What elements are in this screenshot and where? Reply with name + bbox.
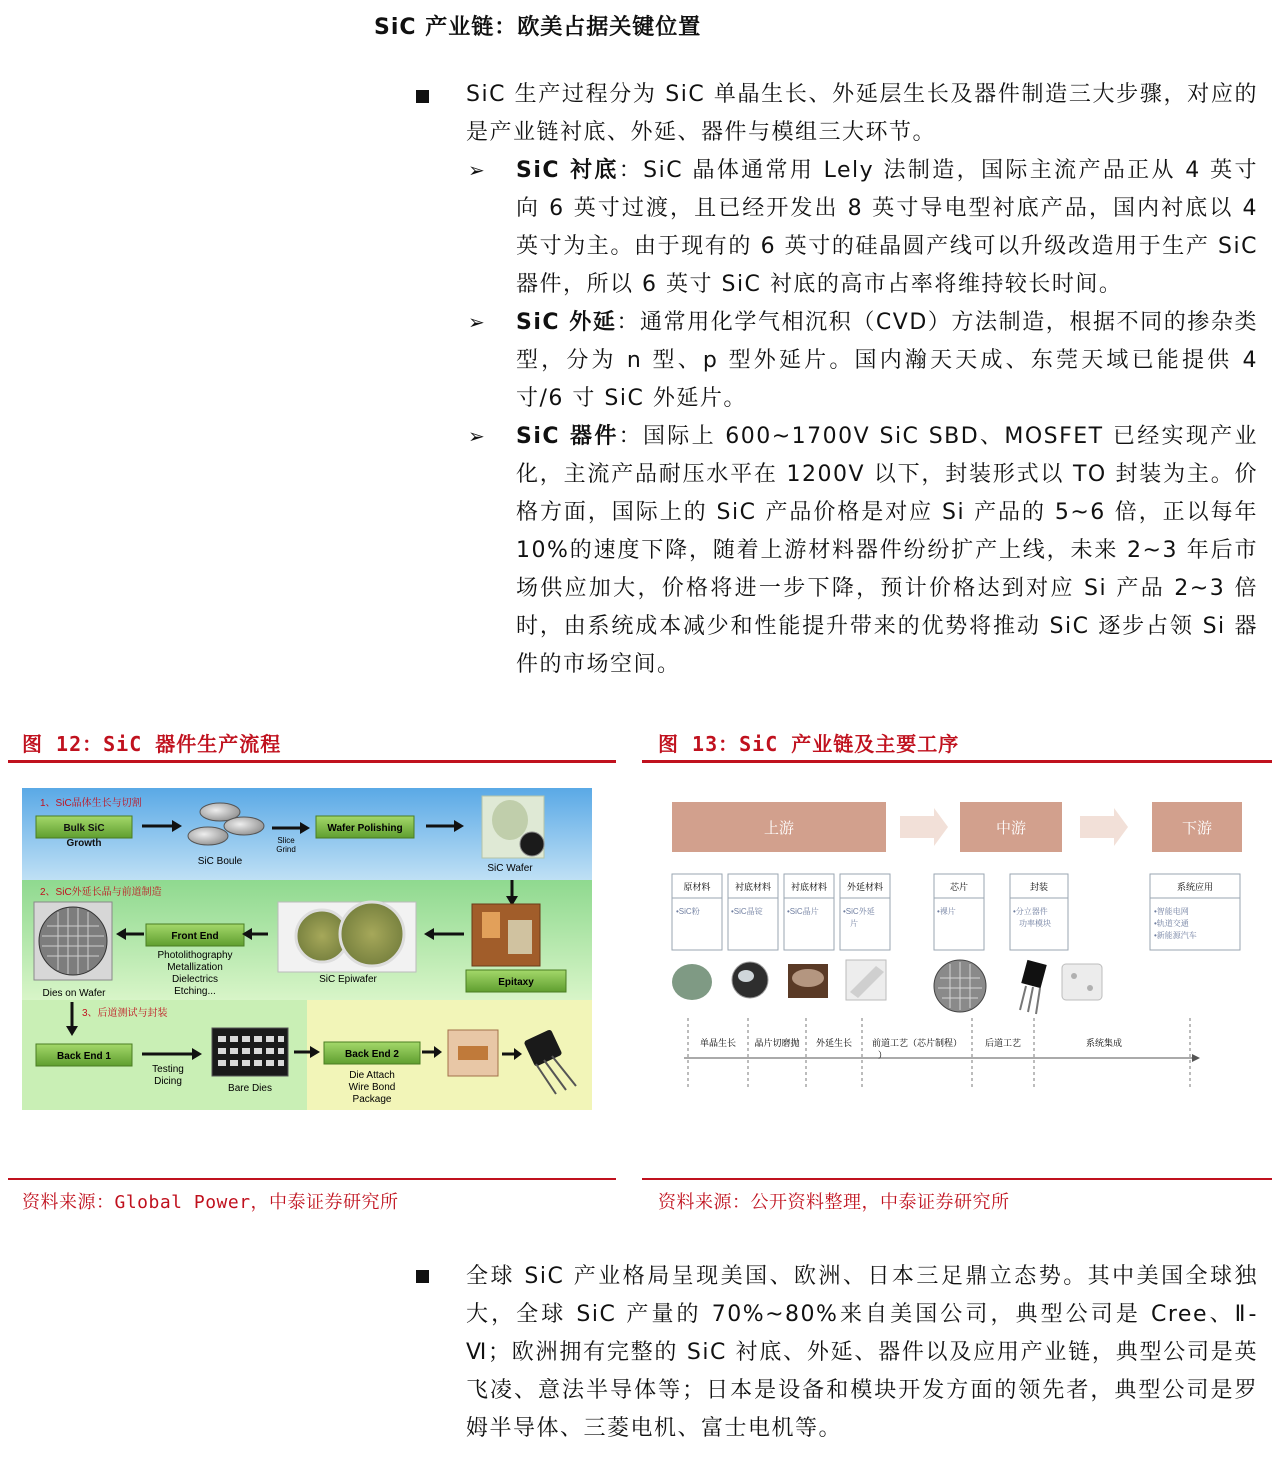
box-chip-item-1: •裸片 bbox=[937, 907, 956, 916]
figure-12-bottom-rule bbox=[8, 1178, 616, 1180]
figure-12-caption: 图 12：SiC 器件生产流程 bbox=[22, 732, 282, 756]
sic-wafer-reflection bbox=[492, 800, 528, 840]
process-front-end-overflow: ） bbox=[878, 1050, 888, 1060]
die-attach-detail bbox=[458, 1046, 488, 1060]
figure-12-top-rule bbox=[8, 760, 616, 763]
process-system-integration: 系统集成 bbox=[1085, 1038, 1123, 1048]
stage-arrow-icon bbox=[900, 808, 948, 846]
sub-text-substrate: ：SiC 晶体通常用 Lely 法制造，国际主流产品正从 4 英寸向 6 英寸过渡，且已经开发出 8 英寸导电型衬底产品，国内衬底以 4 英寸为主。由于现有的 6 英寸的硅晶圆产线可以升级改造用于生产 SiC 器件，所以 6 英寸 SiC 衬底的高市占率将维持较长时间。 bbox=[516, 158, 1258, 297]
arrow-bullet-icon: ➢ bbox=[468, 424, 485, 448]
bullet-paragraph-1: SiC 生产过程分为 SiC 单晶生长、外延层生长及器件制造三大步骤，对应的是产业链衬底、外延、器件与模组三大环节。 bbox=[466, 82, 1258, 145]
figure-13-top-rule bbox=[642, 760, 1272, 763]
bullet-paragraph-2: 全球 SiC 产业格局呈现美国、欧洲、日本三足鼎立态势。其中美国全球独大，全球 SiC 产量的 70%~80%来自美国公司，典型公司是 Cree、Ⅱ-Ⅵ；欧洲拥有完整的 SiC 衬底、外延、器件以及应用产业链，典型公司是英飞凌、意法半导体等；日本是设备和模块开发方面的领先者，典型公司是罗姆半导体、三菱电机、富士电机等。 bbox=[466, 1264, 1258, 1441]
figure-13-diagram bbox=[664, 796, 1250, 1096]
sub-label-epitaxy: SiC 外延 bbox=[516, 310, 617, 335]
sic-wafer-disc bbox=[520, 832, 544, 856]
box-substrate-ingot-item-1: •SiC晶锭 bbox=[731, 907, 763, 916]
back-end-1-label: Back End 1 bbox=[57, 1051, 111, 1062]
power-module-bolt bbox=[1087, 985, 1093, 991]
sic-boule-disc-3 bbox=[188, 827, 228, 845]
process-crystal-growth: 单晶生长 bbox=[699, 1038, 737, 1048]
fe-step-4: Etching... bbox=[174, 986, 216, 997]
arrow-bullet-icon: ➢ bbox=[468, 310, 485, 334]
box-chip-title: 芯片 bbox=[949, 882, 969, 892]
box-system-application-item-1: •智能电网 bbox=[1154, 907, 1189, 916]
sic-ingot-highlight bbox=[738, 970, 754, 982]
process-front-end: 前道工艺（芯片制程） bbox=[871, 1038, 963, 1048]
front-end-label: Front End bbox=[171, 931, 219, 942]
box-system-application-item-3: •新能源汽车 bbox=[1154, 931, 1197, 940]
box-packaging-item-2: 功率模块 bbox=[1019, 919, 1051, 928]
bare-dies-label: Bare Dies bbox=[228, 1083, 272, 1094]
section-1-label: 1、SiC晶体生长与切割 bbox=[40, 798, 142, 809]
section-2-label: 2、SiC外延长晶与前道制造 bbox=[40, 887, 162, 898]
equipment-detail-2 bbox=[508, 920, 532, 954]
sub-text-epitaxy: ：通常用化学气相沉积（CVD）方法制造，根据不同的掺杂类型，分为 n 型、p 型外延片。国内瀚天天成、东莞天域已能提供 4 寸/6 寸 SiC 外延片。 bbox=[516, 310, 1258, 411]
wafer-polishing-label: Wafer Polishing bbox=[327, 823, 403, 834]
stage-downstream-label: 下游 bbox=[1181, 820, 1213, 837]
sub-label-device: SiC 器件 bbox=[516, 424, 619, 449]
box-epi-material-item-1: •SiC外延 bbox=[843, 907, 875, 916]
stage-upstream-label: 上游 bbox=[763, 820, 795, 837]
equipment-detail-1 bbox=[482, 912, 500, 938]
process-back-end: 后道工艺 bbox=[984, 1038, 1022, 1048]
bullet-square bbox=[416, 90, 429, 103]
testing-label: Testing bbox=[152, 1064, 184, 1075]
stage-arrow-icon bbox=[1080, 808, 1128, 846]
box-packaging-item-1: •分立器件 bbox=[1013, 907, 1048, 916]
figure-13-source: 资料来源：公开资料整理，中泰证券研究所 bbox=[658, 1192, 1010, 1213]
epitaxy-label: Epitaxy bbox=[498, 977, 534, 988]
process-epitaxy: 外延生长 bbox=[815, 1038, 853, 1048]
timeline-arrow-icon bbox=[1192, 1054, 1200, 1062]
section-heading: SiC 产业链：欧美占据关键位置 bbox=[374, 15, 702, 40]
process-wafer-grinding: 晶片切磨抛 bbox=[754, 1038, 800, 1048]
stage-midstream-label: 中游 bbox=[995, 820, 1027, 837]
box-system-application-item-2: •轨道交通 bbox=[1154, 919, 1189, 928]
sic-powder-image bbox=[672, 964, 712, 1000]
slice-label: Slice bbox=[277, 836, 295, 845]
bulk-sic-label: Bulk SiC bbox=[63, 823, 105, 834]
be2-step-1: Die Attach bbox=[349, 1070, 395, 1081]
dies-on-wafer-disc bbox=[39, 907, 107, 975]
grind-label: Grind bbox=[276, 845, 296, 854]
sic-boule-disc-2 bbox=[224, 817, 264, 835]
epiwafer-disc-2 bbox=[340, 902, 404, 966]
box-substrate-ingot-title: 衬底材料 bbox=[734, 882, 772, 892]
dicing-label: Dicing bbox=[154, 1076, 182, 1087]
sub-paragraph-epitaxy bbox=[516, 304, 1258, 418]
sub-paragraph-device bbox=[516, 418, 1258, 684]
box-raw-material-item-1: •SiC粉 bbox=[676, 907, 700, 916]
arrow-bullet-icon: ➢ bbox=[468, 158, 485, 182]
sic-boule-label: SiC Boule bbox=[197, 856, 243, 867]
figure-12-diagram bbox=[22, 788, 592, 1110]
sub-text-device: ：国际上 600~1700V SiC SBD、MOSFET 已经实现产业化，主流产品耐压水平在 1200V 以下，封装形式以 TO 封装为主。价格方面，国际上的 SiC 产品价格是对应 Si 产品的 5~6 倍，正以每年 10%的速度下降，随着上游材料器件纷纷扩产上线，未来 2~3 年后市场供应加大，价格将进一步下降，预计价格达到对应 Si 产品 2~3 倍时，由系统成本减少和性能提升带来的优势将推动 SiC 逐步占领 Si 器件的市场空间。 bbox=[516, 424, 1258, 677]
timeline-dividers bbox=[688, 1018, 1190, 1088]
sic-wafer-label: SiC Wafer bbox=[487, 863, 533, 874]
figure-12-source: 资料来源：Global Power，中泰证券研究所 bbox=[22, 1192, 399, 1213]
back-end-2-label: Back End 2 bbox=[345, 1049, 399, 1060]
power-module-image bbox=[1062, 964, 1102, 1000]
sic-wafer-stack-highlight bbox=[792, 969, 824, 987]
box-packaging-title: 封装 bbox=[1029, 882, 1049, 892]
to-247-package-icon bbox=[1020, 960, 1047, 1014]
sub-paragraph-substrate bbox=[516, 152, 1258, 304]
fe-step-2: Metallization bbox=[167, 962, 223, 973]
be2-step-2: Wire Bond bbox=[348, 1082, 396, 1093]
figure-13-bottom-rule bbox=[642, 1178, 1272, 1180]
growth-label: Growth bbox=[66, 838, 102, 849]
box-substrate-wafer-title: 衬底材料 bbox=[790, 882, 828, 892]
box-epi-material-title: 外延材料 bbox=[846, 882, 884, 892]
sub-label-substrate: SiC 衬底 bbox=[516, 158, 619, 183]
figure-13-caption: 图 13：SiC 产业链及主要工序 bbox=[658, 732, 960, 756]
box-substrate-wafer-item-1: •SiC晶片 bbox=[787, 907, 819, 916]
sic-epiwafer-label: SiC Epiwafer bbox=[319, 974, 377, 985]
section-3-label: 3、后道测试与封装 bbox=[82, 1008, 168, 1019]
power-module-bolt bbox=[1071, 973, 1077, 979]
fe-step-1: Photolithography bbox=[157, 950, 233, 961]
fe-step-3: Dielectrics bbox=[171, 974, 219, 985]
box-system-application-title: 系统应用 bbox=[1176, 882, 1214, 892]
be2-step-3: Package bbox=[352, 1094, 392, 1105]
box-raw-material-title: 原材料 bbox=[683, 882, 711, 892]
dies-on-wafer-label: Dies on Wafer bbox=[42, 988, 106, 999]
bullet-square bbox=[416, 1270, 429, 1283]
box-epi-material-item-2: 片 bbox=[850, 919, 858, 928]
